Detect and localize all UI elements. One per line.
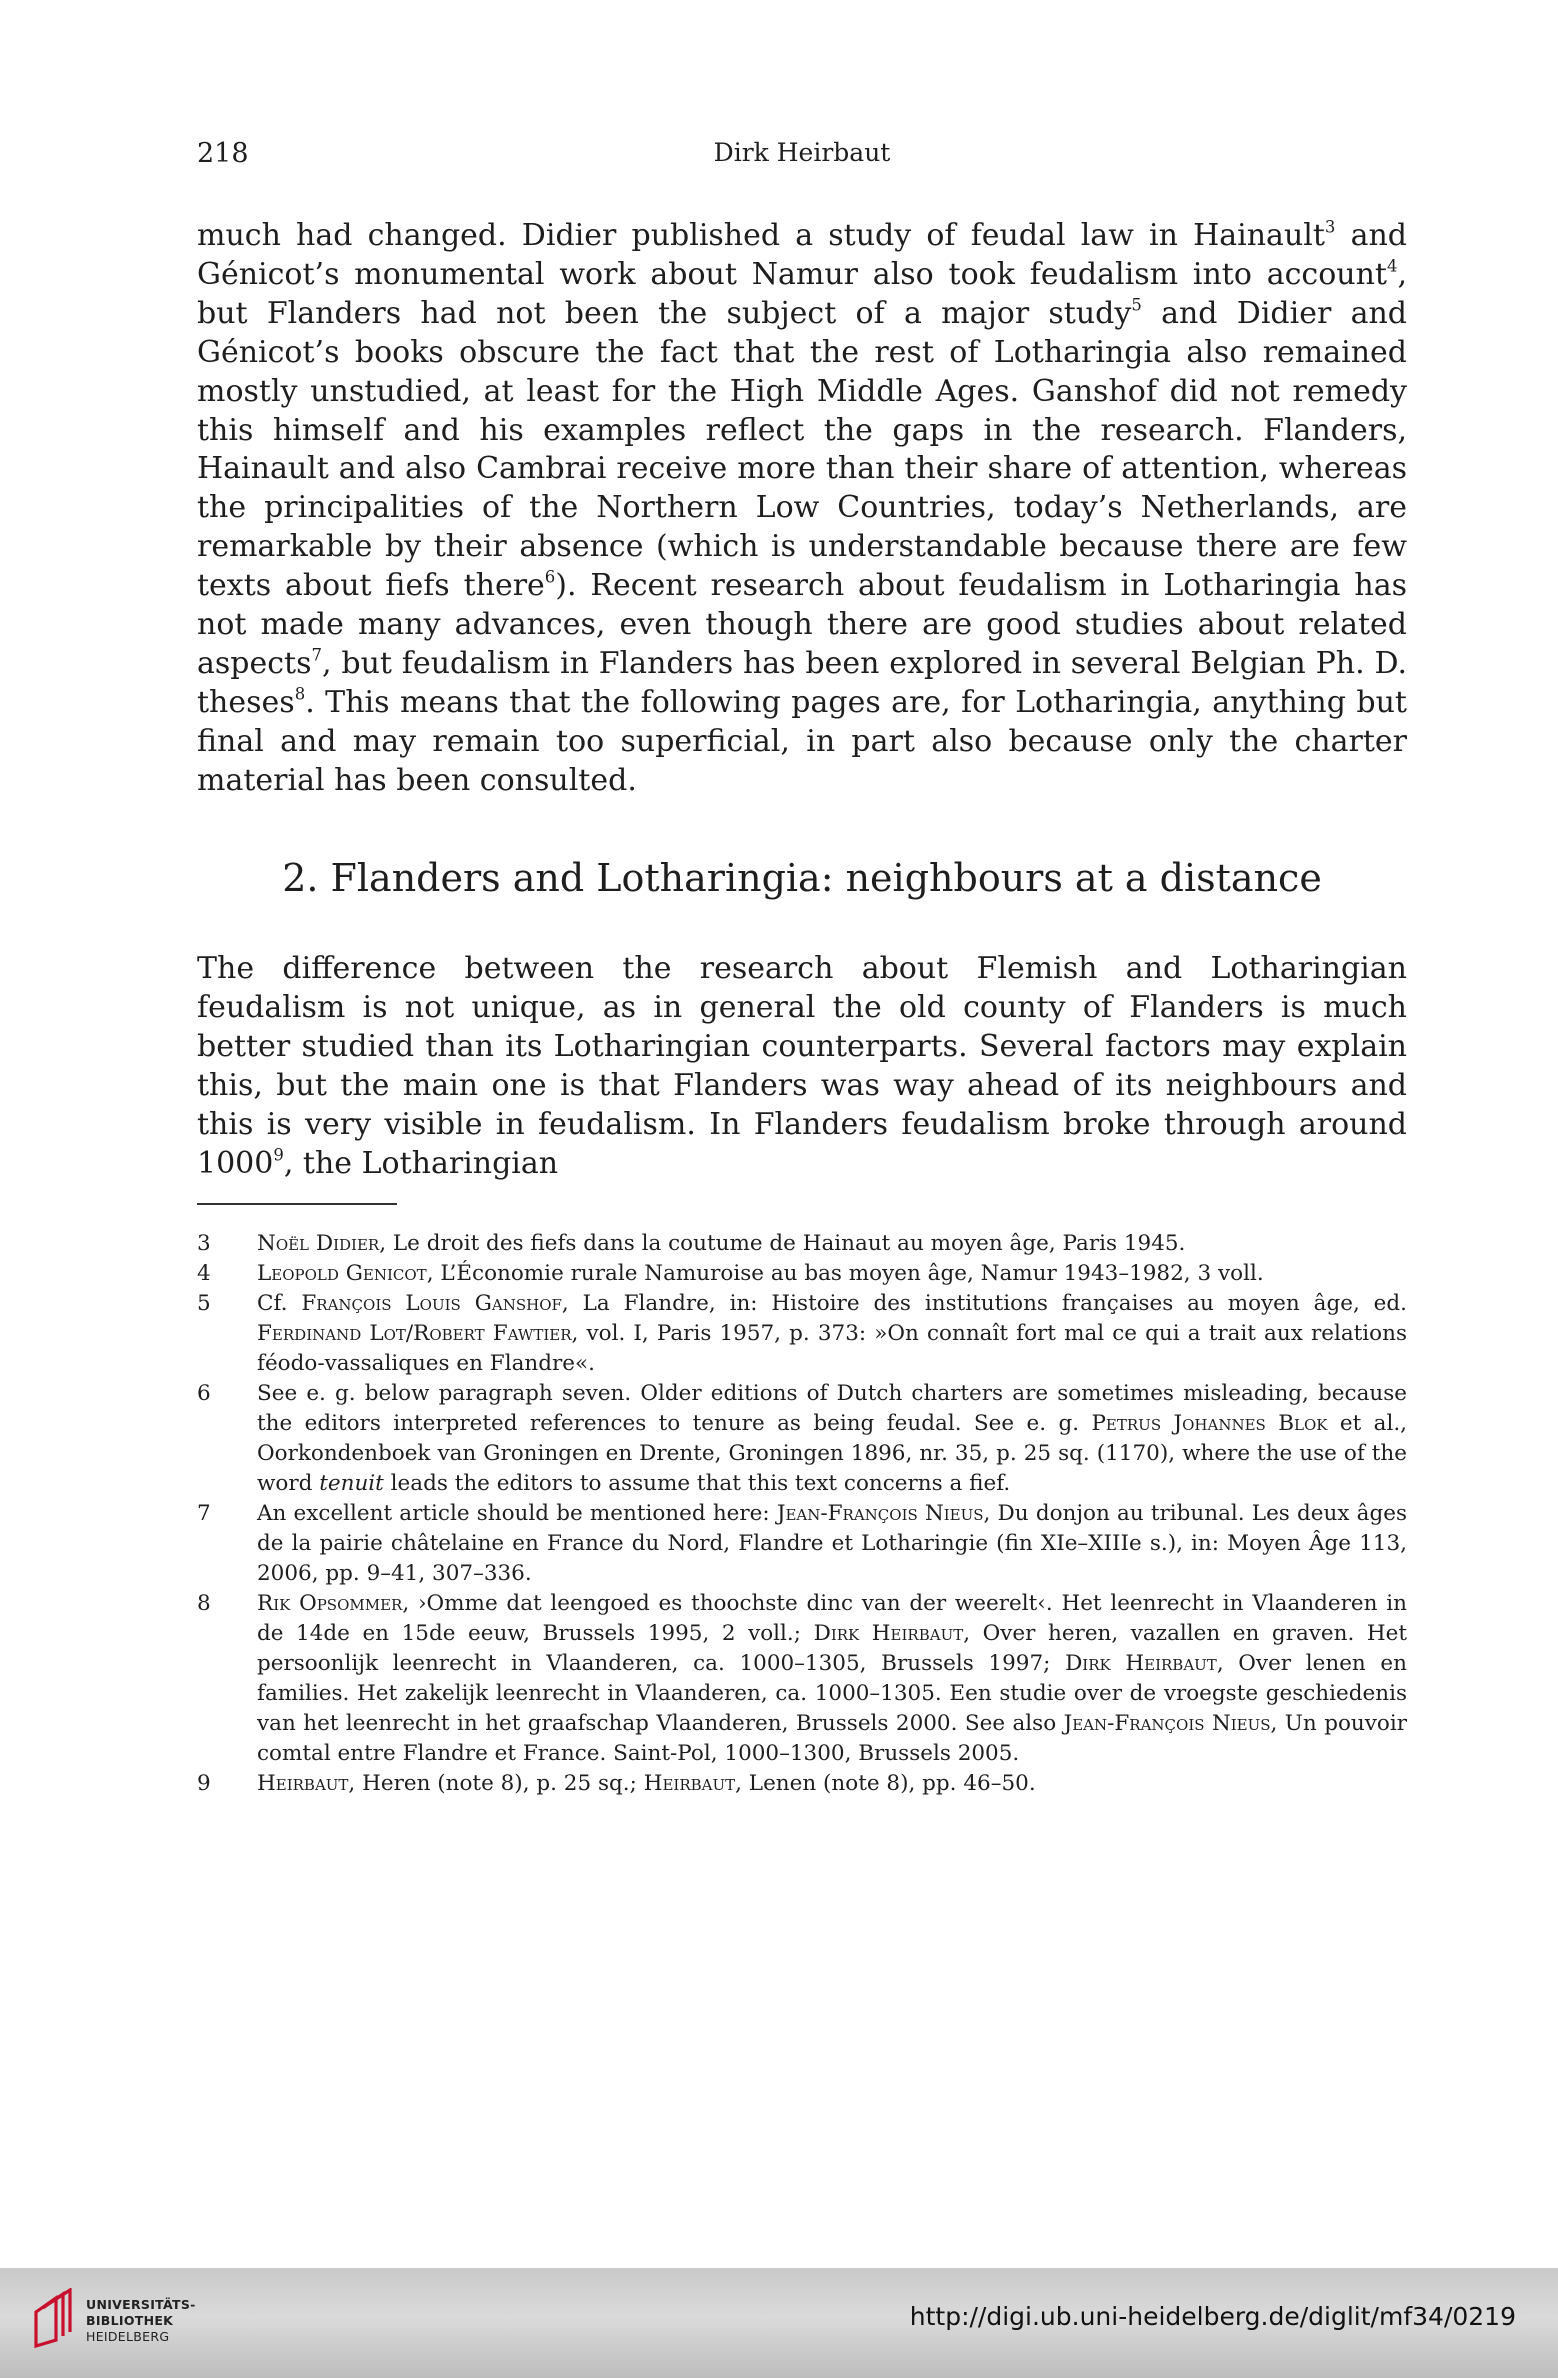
footnote [197,1589,1407,1769]
author-name: Noël Didier [257,1231,380,1256]
digitization-footer [0,2268,1558,2378]
footnote-text: , L’Économie rurale Namuroise au bas moyen âge, Namur 1943–1982, 3 voll. [426,1261,1264,1286]
footnote-text: , Heren (note 8), p. 25 sq.; [348,1771,644,1796]
footnote-text: See e. g. below paragraph seven. Older editions of Dutch charters are sometimes misleading, because the editors interpreted references to tenure as being feudal. See e. g. [257,1381,1407,1436]
author-name: Jean-François Nieus [1063,1711,1271,1736]
footnotes [197,1229,1407,1799]
author-name: Dirk Heirbaut [1065,1651,1217,1676]
logo-line: UNIVERSITÄTS- [86,2297,196,2312]
footnote [197,1379,1407,1499]
page-header [197,138,1407,178]
footnote-text: , ›Omme dat leengoed es thoochste dinc van der weerelt‹. Het leenrecht in Vlaanderen in de 14de en 15de eeuw, Brussels 1995, 2 voll.; [257,1591,1407,1646]
text-run: , but Flanders had not been the subject of a major study [197,256,1407,331]
footnote-text: , Over heren, vazallen en graven. Het persoonlijk leenrecht in Vlaanderen, ca. 1000–1305, Brussels 1997; [257,1621,1407,1676]
text-run: much had changed. Didier published a study of feudal law in Hainault [197,218,1325,253]
running-head: Dirk Heirbaut [713,138,891,167]
footnote-ref: 9 [273,1145,284,1165]
page-number: 218 [197,138,249,169]
footnote-number: 6 [197,1381,211,1406]
logo-line: HEIDELBERG [86,2329,170,2344]
paragraph [197,950,1407,1183]
body-text-first [197,217,1407,801]
author-name: Leopold Genicot [257,1261,427,1286]
source-url[interactable]: http://digi.ub.uni-heidelberg.de/diglit/mf34/0219 [909,2302,1516,2331]
footnote [197,1499,1407,1589]
library-logo-icon [32,2288,76,2350]
author-name: Robert Fawtier [413,1321,572,1346]
footnote-ref: 5 [1131,295,1142,315]
text-run: The difference between the research about Flemish and Lotharingian feudalism is not unique, as in general the old county of Flanders is much better studied than its Lotharingian counterparts. Several factors may explain this, but the main one is that Flanders was way ahead of its neighbours and this is very visible in feudalism. In Flanders feudalism broke through around 1000 [197,951,1407,1181]
body-text-second [197,950,1407,1183]
footnote-number: 8 [197,1591,211,1616]
author-name: François Louis Ganshof [301,1291,562,1316]
footnote-text: leads the editors to assume that this text concerns a fief. [383,1471,1011,1496]
text-run: ). Recent research about feudalism in Lotharingia has not made many advances, even though there are good studies about related aspects [197,568,1407,681]
text-run: , the Lotharingian [283,1145,559,1181]
footnote-text: , La Flandre, in: Histoire des institutions françaises au moyen âge, ed. [561,1291,1407,1316]
footnote [197,1289,1407,1379]
section-heading: 2. Flanders and Lotharingia: neighbours at a distance [282,856,1322,900]
author-name: Dirk Heirbaut [813,1621,964,1646]
library-logo[interactable] [32,2288,196,2358]
author-name: Ferdinand Lot [257,1321,406,1346]
footnote-number: 5 [197,1291,211,1316]
footnote [197,1259,1407,1289]
author-name: Petrus Johannes Blok [1091,1411,1328,1436]
text-run: . This means that the following pages are, for Lotharingia, anything but final and may remain too superficial, in part also because only the charter material has been consulted. [197,684,1407,798]
text-run: and Didier and Génicot’s books obscure the fact that the rest of Lotharingia also remained mostly unstudied, at least for the High Middle Ages. Ganshof did not remedy this himself and his examples reflect the gaps in the research. Flanders, Hainault and also Cambrai receive more than their share of attention, whereas the principalities of the Northern Low Countries, today’s Netherlands, are remarkable by their absence (which is understandable because there are few texts about fiefs there [197,295,1407,604]
footnote [197,1229,1407,1259]
author-name: Rik Opsommer [257,1591,403,1616]
footnote-text: , Un pouvoir comtal entre Flandre et France. Saint-Pol, 1000–1300, Brussels 2005. [257,1711,1407,1766]
footnote-text: Cf. [257,1291,302,1316]
footnote-number: 7 [197,1501,211,1526]
library-logo-text [86,2297,196,2345]
footnote-text: , Over lenen en families. Het zakelijk leenrecht in Vlaanderen, ca. 1000–1305. Een studie over de vroegste geschiedenis van het leenrecht in het graafschap Vlaanderen, Brussels 2000. See also [257,1651,1407,1736]
text-run: and Génicot’s monumental work about Namur also took feudalism into account [197,218,1407,292]
footnote-number: 3 [197,1231,211,1256]
footnote-ref: 8 [294,684,306,704]
footnote-text: / [405,1321,414,1346]
footnote-number: 4 [197,1261,211,1286]
footnote-text: , Du donjon au tribunal. Les deux âges de la pairie châtelaine en France du Nord, Flandre et Lotharingie (fin XIe–XIIIe s.), in: Moyen Âge 113, 2006, pp. 9–41, 307–336. [257,1501,1407,1586]
footnote-text: An excellent article should be mentioned here: [257,1501,777,1526]
footnote [197,1769,1407,1799]
footnote-ref: 7 [311,645,322,665]
footnote-text: , Le droit des fiefs dans la coutume de Hainaut au moyen âge, Paris 1945. [379,1231,1186,1256]
footnote-ref: 3 [1324,217,1336,237]
footnote-number: 9 [197,1771,211,1796]
author-name: Heirbaut [257,1771,349,1796]
footnote-rule [197,1203,397,1205]
footnote-text: , Lenen (note 8), pp. 46–50. [735,1771,1036,1796]
logo-line: BIBLIOTHEK [86,2313,174,2328]
italic-term: tenuit [319,1471,384,1496]
footnote-ref: 4 [1386,256,1398,276]
paragraph [197,217,1407,801]
text-run: , but feudalism in Flanders has been explored in several Belgian Ph. D. theses [197,645,1407,720]
footnote-text: , vol. I, Paris 1957, p. 373: »On connaît fort mal ce qui a trait aux relations féodo-vassaliques en Flandre«. [257,1321,1408,1376]
author-name: Heirbaut [643,1771,736,1796]
footnote-text: et al., Oorkondenboek van Groningen en Drente, Groningen 1896, nr. 35, p. 25 sq. (1170), where the use of the word [257,1411,1407,1496]
author-name: Jean-François Nieus [776,1501,984,1526]
footnote-ref: 6 [544,567,556,587]
